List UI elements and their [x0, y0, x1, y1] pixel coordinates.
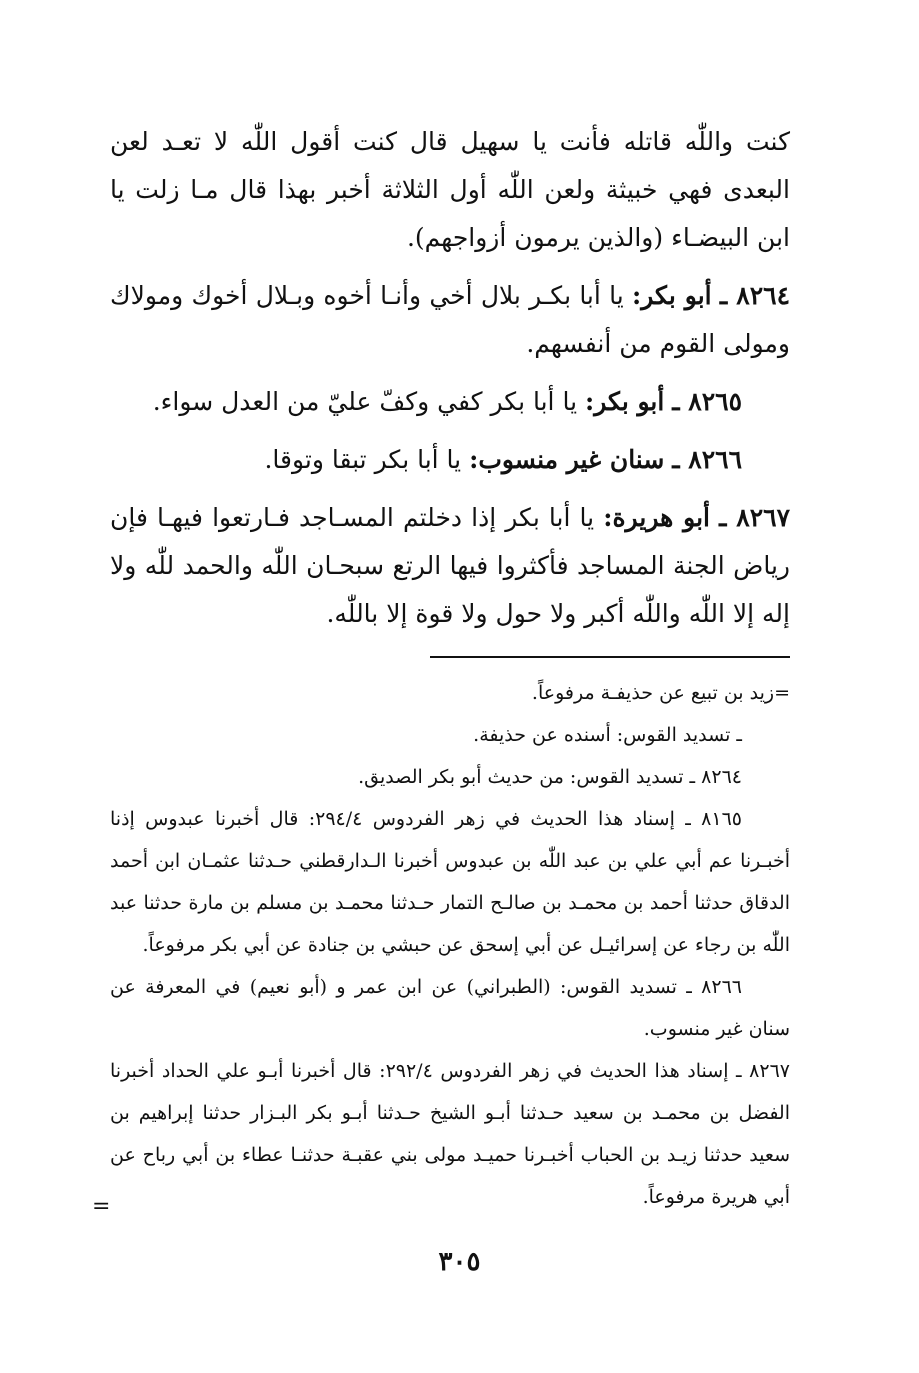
hadith-8265	[110, 378, 790, 426]
continuation-mark: =	[92, 1194, 111, 1219]
narrator-name: أبو بكر:	[584, 387, 665, 416]
hadith-number: ٨٢٦٥ ـ	[672, 387, 742, 416]
footnote-8266: ٨٢٦٦ ـ تسديد القوس: (الطبراني) عن ابن عمر و (أبو نعيم) في المعرفة عن سنان غير منسوب.	[110, 976, 790, 1040]
page-content	[110, 118, 790, 1218]
hadith-text: يا أبا بكـر بلال أخي وأنـا أخوه وبـلال أخوك ومولاك ومولى القوم من أنفسهم.	[110, 281, 790, 358]
hadith-text: يا أبا بكر كفي وكفّ عليّ من العدل سواء.	[152, 387, 578, 416]
main-paragraph-continuation	[110, 118, 790, 262]
narrator-name: أبو هريرة:	[603, 503, 710, 532]
footnote-8264: ٨٢٦٤ ـ تسديد القوس: من حديث أبو بكر الصديق.	[358, 766, 742, 788]
footnote-8165: ٨١٦٥ ـ إسناد هذا الحديث في زهر الفردوس ٢٩٤/٤: قال أخبرنا عبدوس إذنا أخبـرنا عم أبي علي بن عبد اللّٰه بن عبدوس أخبرنا الـدارقطني حـدثنا عثمـان ابن أحمد الدقاق حدثنا أحمد بن محمـد بن صالـح التمار حـدثنا محمـد بن مسلم بن مارة حدثنا عبد اللّٰه بن رجاء عن إسرائيـل عن أبي إسحق عن حبشي بن جنادة عن أبي بكر مرفوعاً.	[110, 808, 790, 956]
hadith-8266	[110, 436, 790, 484]
hadith-text: يا أبا بكر إذا دخلتم المسـاجد فـارتعوا فيهـا فإن رياض الجنة المساجد فأكثروا فيها الرتع سبحـان اللّٰه والحمد للّٰه ولا إله إلا اللّٰه واللّٰه أكبر ولا حول ولا قوة إلا باللّٰه.	[110, 503, 790, 628]
hadith-number: ٨٢٦٦ ـ	[672, 445, 742, 474]
hadith-text: يا أبا بكر تبقا وتوقا.	[264, 445, 462, 474]
hadith-number: ٨٢٦٧ ـ	[719, 503, 790, 532]
narrator-name: سنان غير منسوب:	[469, 445, 665, 474]
footnote-8267: ٨٢٦٧ ـ إسناد هذا الحديث في زهر الفردوس ٢٩٢/٤: قال أخبرنا أبـو علي الحداد أخبرنا الفضل بن محمـد بن سعيد حـدثنا أبـو الشيخ حـدثنا أبـو بكر البـزار حدثنا إبراهيم بن سعيد حدثنا زيـد بن الحباب أخبـرنا حميـد مولى بني عقبـة حدثنـا عطاء بن أبي رباح عن أبي هريرة مرفوعاً.	[110, 1060, 790, 1208]
footnotes	[110, 672, 790, 1218]
footnote-8265: ـ تسديد القوس: أسنده عن حذيفة.	[473, 724, 742, 746]
hadith-number: ٨٢٦٤ ـ	[719, 281, 791, 310]
narrator-name: أبو بكر:	[631, 281, 712, 310]
paragraph-text: كنت واللّٰه قاتله فأنت يا سهيل قال كنت أقول اللّٰه لا تعـد لعن البعدى فهي خبيثة ولعن اللّٰه أول الثلاثة أخبر بهذا قال مـا زلت يا ابن البيضـاء (والذين يرمون أزواجهم).	[110, 127, 790, 252]
footnote-separator	[430, 656, 790, 658]
hadith-8267	[110, 494, 790, 638]
hadith-8264	[110, 272, 790, 368]
page-number: ٣٠٥	[438, 1247, 481, 1277]
footnote-continuation: =زيد بن تبيع عن حذيفـة مرفوعاً.	[531, 682, 790, 704]
